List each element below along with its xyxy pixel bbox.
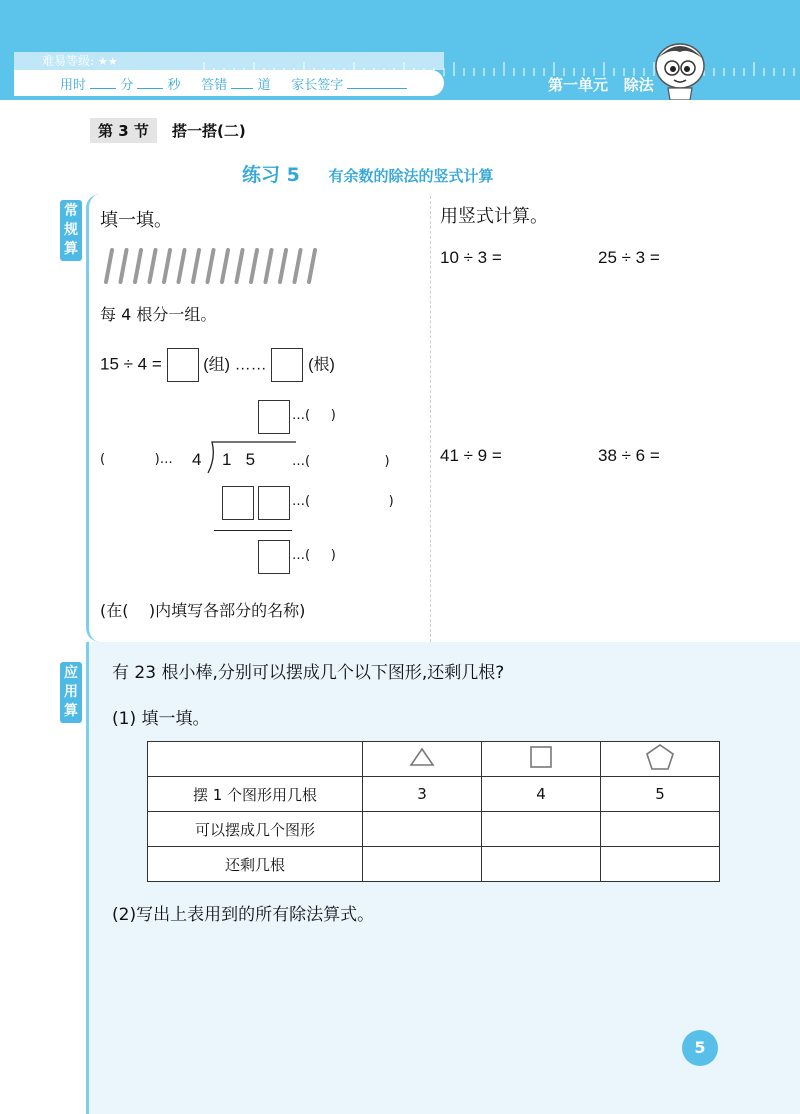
question-unit: 道 — [257, 78, 271, 93]
group-text: 每 4 根分一组。 — [100, 305, 217, 324]
stick — [164, 250, 170, 282]
table-row — [148, 847, 720, 882]
stick — [280, 250, 286, 282]
tag-char: 算 — [64, 703, 78, 719]
row-label: 摆 1 个图形用几根 — [148, 777, 363, 812]
stick-unit: (根) — [308, 356, 335, 374]
row-label: 可以摆成几个图形 — [148, 812, 363, 847]
unit-number: 第一单元 — [548, 76, 609, 94]
product-name-paren[interactable]: …( ) — [292, 494, 394, 509]
stick — [251, 250, 257, 282]
wrong-label: 答错 — [201, 78, 228, 93]
answer-cell[interactable] — [601, 847, 720, 882]
page-number: 5 — [682, 1030, 718, 1066]
triangle-header-cell — [363, 742, 482, 777]
division-equation — [100, 348, 335, 382]
stick — [309, 250, 315, 282]
part1-label: (1) 填一填。 — [112, 709, 210, 729]
column-divider — [430, 196, 431, 642]
pentagon-icon — [645, 743, 675, 771]
table-row — [148, 812, 720, 847]
exercise-title — [242, 160, 493, 187]
vertical-calc-title: 用竖式计算。 — [440, 206, 548, 227]
stick — [121, 250, 127, 282]
section-title: 搭一搭(二) — [172, 122, 246, 140]
tag-char: 算 — [64, 241, 78, 257]
minute-blank[interactable] — [90, 76, 116, 89]
tag-char: 应 — [64, 665, 78, 681]
table-corner-cell — [148, 742, 363, 777]
difficulty-label: 难易等级: — [42, 54, 95, 68]
applied-calc-tag — [60, 662, 82, 723]
star-icon: ★★ — [97, 55, 118, 68]
stick — [135, 250, 141, 282]
table-row — [148, 777, 720, 812]
pentagon-header-cell — [601, 742, 720, 777]
answer-cell[interactable] — [363, 847, 482, 882]
parent-sign-blank[interactable] — [347, 76, 407, 89]
remainder-answer-box[interactable] — [271, 348, 303, 382]
exercise-subtitle: 有余数的除法的竖式计算 — [328, 167, 494, 185]
dividend-name-paren[interactable]: …( ) — [292, 454, 390, 469]
group-unit: (组) — [203, 356, 230, 374]
stick — [106, 250, 112, 282]
tag-char: 用 — [64, 684, 78, 700]
dividend: 1 5 — [222, 450, 256, 469]
part2-label: (2)写出上表用到的所有除法算式。 — [112, 905, 375, 925]
time-record-row — [60, 74, 407, 93]
stick — [150, 250, 156, 282]
problem-25-div-3: 25 ÷ 3 = — [598, 248, 660, 267]
quotient-name-paren[interactable]: …( ) — [292, 408, 336, 423]
quotient-answer-box[interactable] — [167, 348, 199, 382]
regular-calc-tag — [60, 200, 82, 261]
table-cell: 3 — [363, 777, 482, 812]
table-cell: 4 — [482, 777, 601, 812]
wrong-count-blank[interactable] — [231, 76, 253, 89]
problem-38-div-6: 38 ÷ 6 = — [598, 446, 660, 465]
equation-prefix: 15 ÷ 4 = — [100, 354, 162, 374]
time-label: 用时 — [60, 78, 87, 93]
remainder-name-paren[interactable]: …( ) — [292, 548, 336, 563]
second-blank[interactable] — [137, 76, 163, 89]
row-label: 还剩几根 — [148, 847, 363, 882]
stick — [208, 250, 214, 282]
stick — [193, 250, 199, 282]
answer-cell[interactable] — [601, 812, 720, 847]
mascot-icon — [648, 38, 712, 100]
stick — [295, 250, 301, 282]
sticks-illustration — [100, 248, 330, 284]
stick — [266, 250, 272, 282]
second-label: 秒 — [167, 78, 181, 93]
applied-question: 有 23 根小棒,分别可以摆成几个以下图形,还剩几根? — [112, 663, 505, 683]
triangle-icon — [408, 746, 436, 768]
stick — [179, 250, 185, 282]
remainder-box[interactable] — [258, 540, 290, 574]
problem-41-div-9: 41 ÷ 9 = — [440, 446, 502, 465]
square-icon — [527, 744, 555, 770]
parent-sign-label: 家长签字 — [291, 78, 344, 93]
tag-char: 规 — [64, 222, 78, 238]
stick — [237, 250, 243, 282]
section-tag: 第 3 节 — [90, 118, 157, 143]
divisor: 4 — [192, 450, 202, 469]
answer-cell[interactable] — [482, 847, 601, 882]
quotient-box[interactable] — [258, 400, 290, 434]
fill-title: 填一填。 — [100, 210, 172, 231]
unit-topic: 除法 — [623, 76, 654, 94]
exercise-number: 练习 5 — [242, 164, 300, 186]
answer-cell[interactable] — [482, 812, 601, 847]
shapes-table — [147, 741, 720, 882]
minute-label: 分 — [120, 78, 134, 93]
product-tens-box[interactable] — [222, 486, 254, 520]
unit-title — [548, 74, 654, 95]
tag-char: 常 — [64, 203, 78, 219]
subtraction-line — [214, 530, 292, 531]
table-header-row — [148, 742, 720, 777]
table-cell: 5 — [601, 777, 720, 812]
square-header-cell — [482, 742, 601, 777]
ellipsis: …… — [234, 356, 267, 374]
stick — [222, 250, 228, 282]
problem-10-div-3: 10 ÷ 3 = — [440, 248, 502, 267]
product-ones-box[interactable] — [258, 486, 290, 520]
answer-cell[interactable] — [363, 812, 482, 847]
divisor-name-paren[interactable]: ( )… — [100, 452, 173, 467]
difficulty-rating — [42, 52, 118, 69]
fill-note: (在( )内填写各部分的名称) — [100, 601, 306, 620]
